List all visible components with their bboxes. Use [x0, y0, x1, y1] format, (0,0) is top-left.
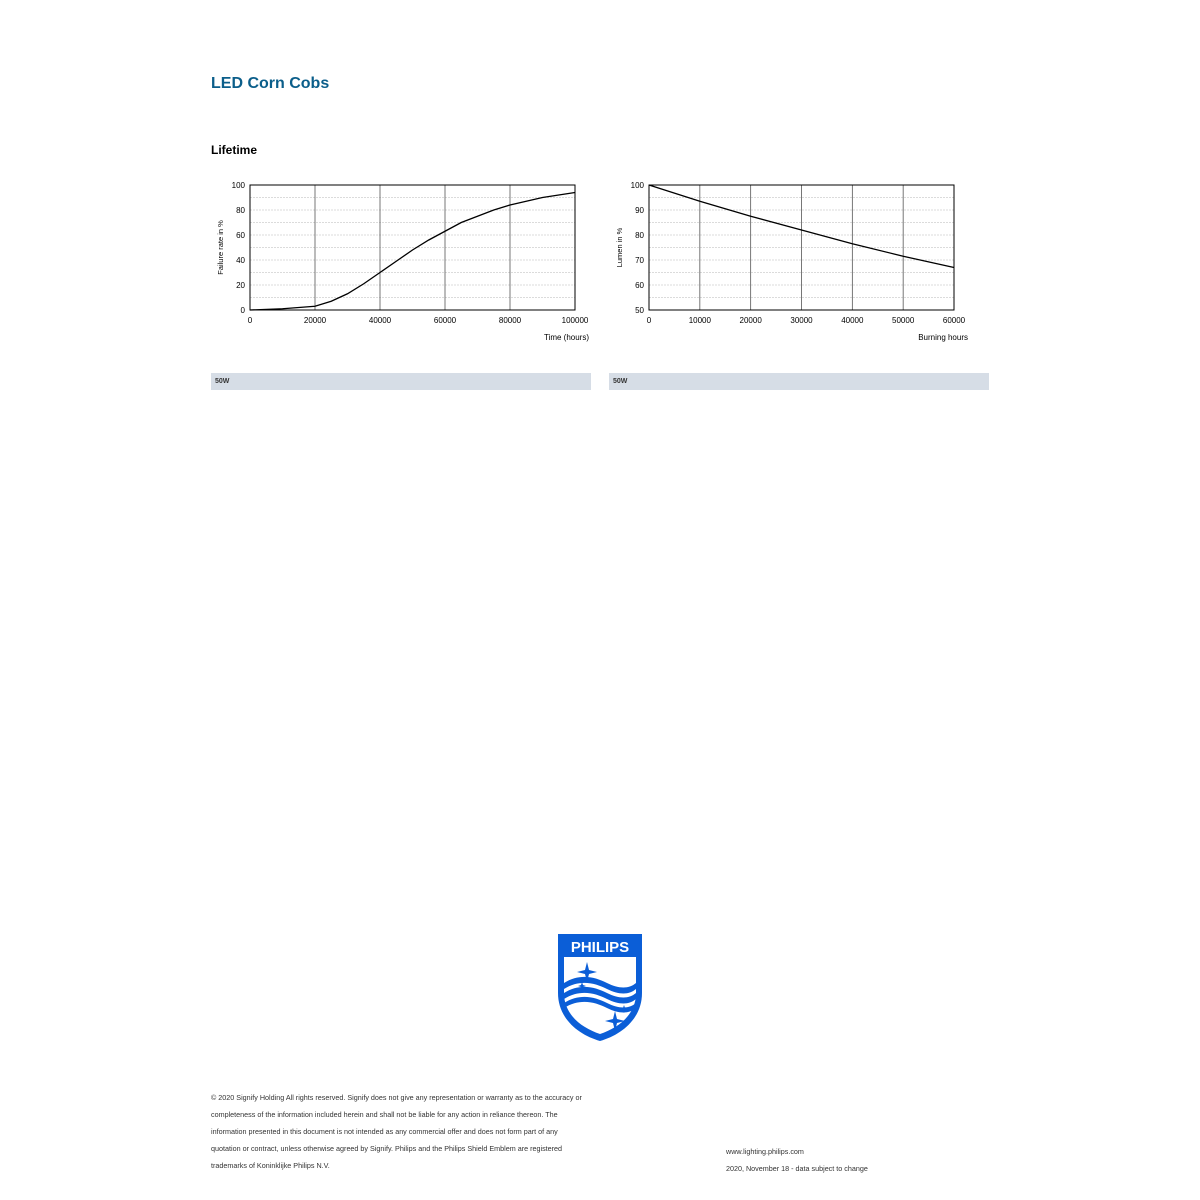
- y-tick-label: 40: [236, 256, 245, 265]
- x-tick-label: 40000: [841, 316, 864, 325]
- y-tick-label: 80: [236, 206, 245, 215]
- x-tick-label: 60000: [433, 316, 457, 325]
- legal-line: trademarks of Koninklijke Philips N.V.: [211, 1161, 330, 1170]
- legal-line: completeness of the information included herein and shall not be liable for any action in reliance thereon. The: [211, 1110, 558, 1119]
- x-axis-label: Time (hours): [543, 333, 589, 342]
- x-axis-label: Burning hours: [918, 333, 968, 342]
- failure-rate-chart-svg: [205, 172, 600, 352]
- chart-caption-left: 50W: [211, 373, 591, 390]
- legal-line: © 2020 Signify Holding All rights reserved. Signify does not give any representation or warranty as to the accuracy or: [211, 1093, 582, 1102]
- date-note: 2020, November 18 - data subject to change: [726, 1164, 868, 1173]
- y-tick-label: 50: [635, 306, 644, 315]
- section-title: Lifetime: [211, 143, 258, 157]
- logo-wordmark: PHILIPS: [570, 939, 630, 956]
- x-tick-label: 0: [646, 316, 652, 325]
- y-tick-label: 90: [635, 206, 644, 215]
- y-axis-label: Lumen in %: [615, 227, 624, 268]
- y-tick-label: 100: [231, 181, 245, 190]
- chart-caption-right: 50W: [609, 373, 989, 390]
- x-tick-label: 0: [247, 316, 253, 325]
- y-tick-label: 100: [630, 181, 644, 190]
- legal-disclaimer: [211, 1089, 711, 1174]
- y-tick-label: 0: [240, 306, 245, 315]
- philips-shield-icon: [555, 931, 645, 1043]
- lumen-maintenance-chart-svg: [605, 172, 1000, 352]
- x-tick-label: 20000: [739, 316, 762, 325]
- y-tick-label: 60: [236, 231, 245, 240]
- x-tick-label: 80000: [498, 316, 522, 325]
- document-title: LED Corn Cobs: [211, 75, 330, 92]
- lumen-maintenance-chart: [605, 172, 1000, 357]
- x-tick-label: 50000: [892, 316, 915, 325]
- x-tick-label: 60000: [942, 316, 966, 325]
- x-tick-label: 40000: [368, 316, 392, 325]
- x-tick-label: 100000: [561, 316, 589, 325]
- x-tick-label: 10000: [688, 316, 711, 325]
- y-tick-label: 20: [236, 281, 245, 290]
- failure-rate-chart: [205, 172, 600, 357]
- y-tick-label: 80: [635, 231, 644, 240]
- x-tick-label: 30000: [790, 316, 813, 325]
- legal-line: quotation or contract, unless otherwise agreed by Signify. Philips and the Philips Shield Emblem are registered: [211, 1144, 563, 1153]
- x-tick-label: 20000: [303, 316, 327, 325]
- philips-shield-logo: [555, 931, 645, 1043]
- y-tick-label: 70: [635, 256, 644, 265]
- y-axis-label: Failure rate in %: [216, 220, 225, 275]
- footer-info: [726, 1143, 868, 1177]
- legal-line: information presented in this document is not intended as any commercial offer and does not form part of any: [211, 1127, 558, 1136]
- y-tick-label: 60: [635, 281, 644, 290]
- website-link[interactable]: www.lighting.philips.com: [726, 1147, 804, 1156]
